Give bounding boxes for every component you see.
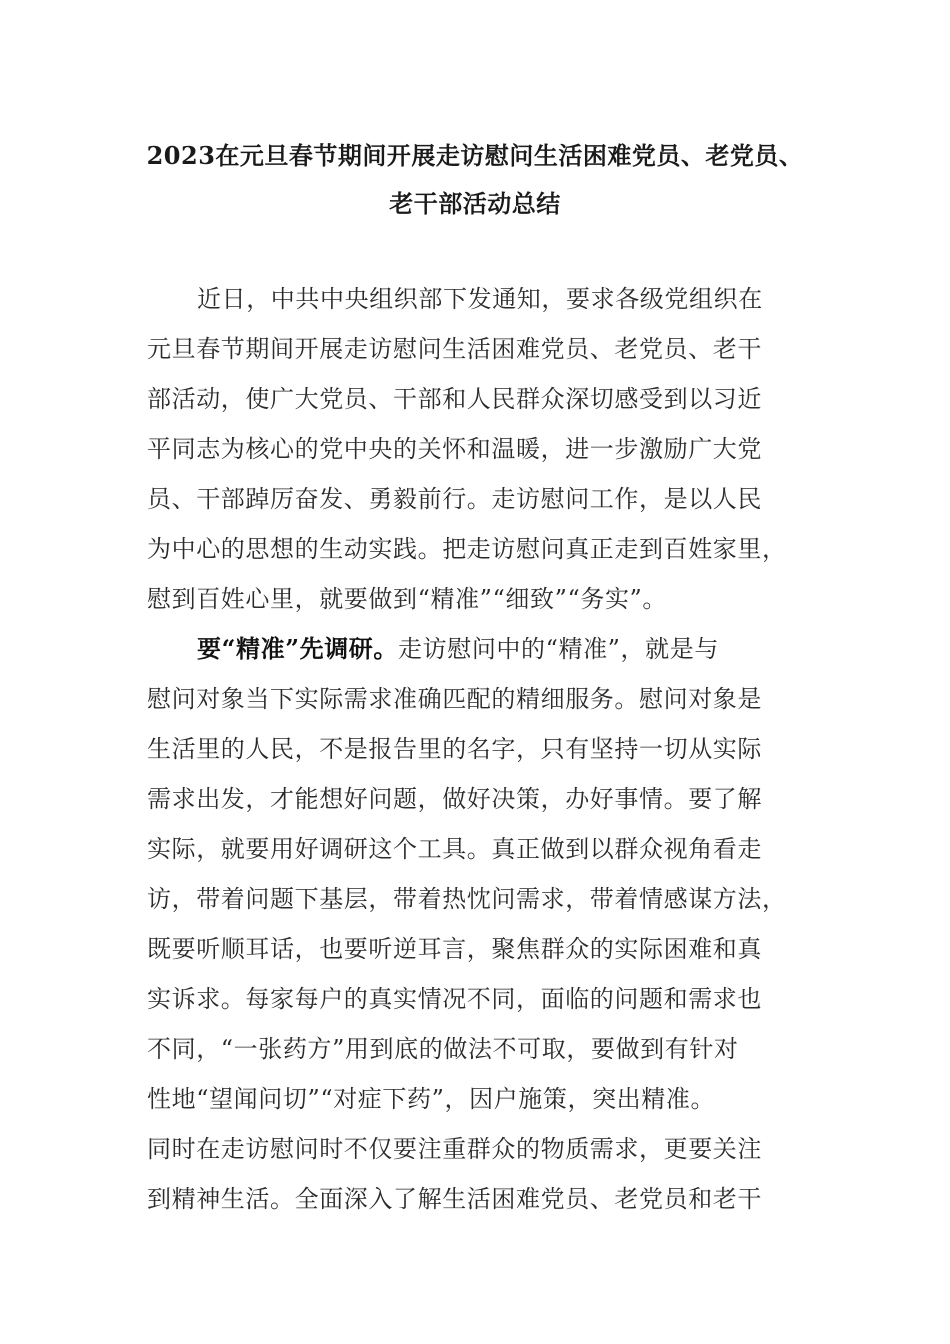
text-line: 同时在走访慰问时不仅要注重群众的物质需求，更要关注 bbox=[147, 1135, 762, 1163]
text-line: 访，带着问题下基层，带着热忱问需求，带着情感谋方法， bbox=[147, 885, 787, 913]
text-line: 生活里的人民，不是报告里的名字，只有坚持一切从实际 bbox=[147, 735, 762, 763]
text-line: 既要听顺耳话，也要听逆耳言，聚焦群众的实际困难和真 bbox=[147, 935, 762, 963]
paragraph-heading: 要“精准”先调研。 bbox=[197, 634, 399, 663]
text-line: 慰到百姓心里，就要做到“精准”“细致”“务实”。 bbox=[147, 585, 668, 613]
text-line bbox=[147, 624, 807, 674]
text-line: 需求出发，才能想好问题，做好决策，办好事情。要了解 bbox=[147, 785, 762, 813]
text-line: 员、干部踔厉奋发、勇毅前行。走访慰问工作，是以人民 bbox=[147, 485, 762, 513]
paragraph-precision bbox=[147, 624, 807, 1224]
text-line: 到精神生活。全面深入了解生活困难党员、老党员和老干 bbox=[147, 1185, 762, 1213]
text-line: 实际，就要用好调研这个工具。真正做到以群众视角看走 bbox=[147, 835, 762, 863]
text-line: 平同志为核心的党中央的关怀和温暖，进一步激励广大党 bbox=[147, 435, 762, 463]
text-line: 不同，“一张药方”用到底的做法不可取，要做到有针对 bbox=[147, 1035, 739, 1063]
text-line: 性地“望闻问切”“对症下药”，因户施策，突出精准。 bbox=[147, 1085, 716, 1113]
paragraph-intro bbox=[147, 274, 807, 624]
document-title-line-1: 2023在元旦春节期间开展走访慰问生活困难党员、老党员、 bbox=[146, 141, 804, 170]
text-line: 部活动，使广大党员、干部和人民群众深切感受到以习近 bbox=[147, 385, 762, 413]
text-line: 实诉求。每家每户的真实情况不同，面临的问题和需求也 bbox=[147, 985, 762, 1013]
text-line: 为中心的思想的生动实践。把走访慰问真正走到百姓家里， bbox=[147, 535, 787, 563]
document-title-line-2: 老干部活动总结 bbox=[389, 189, 561, 218]
text-line: 元旦春节期间开展走访慰问生活困难党员、老党员、老干 bbox=[147, 335, 762, 363]
text-line: 近日，中共中央组织部下发通知，要求各级党组织在 bbox=[197, 285, 763, 313]
paragraph-heading-rest: 走访慰问中的“精准”，就是与 bbox=[398, 635, 719, 663]
text-line: 慰问对象当下实际需求准确匹配的精细服务。慰问对象是 bbox=[147, 685, 762, 713]
